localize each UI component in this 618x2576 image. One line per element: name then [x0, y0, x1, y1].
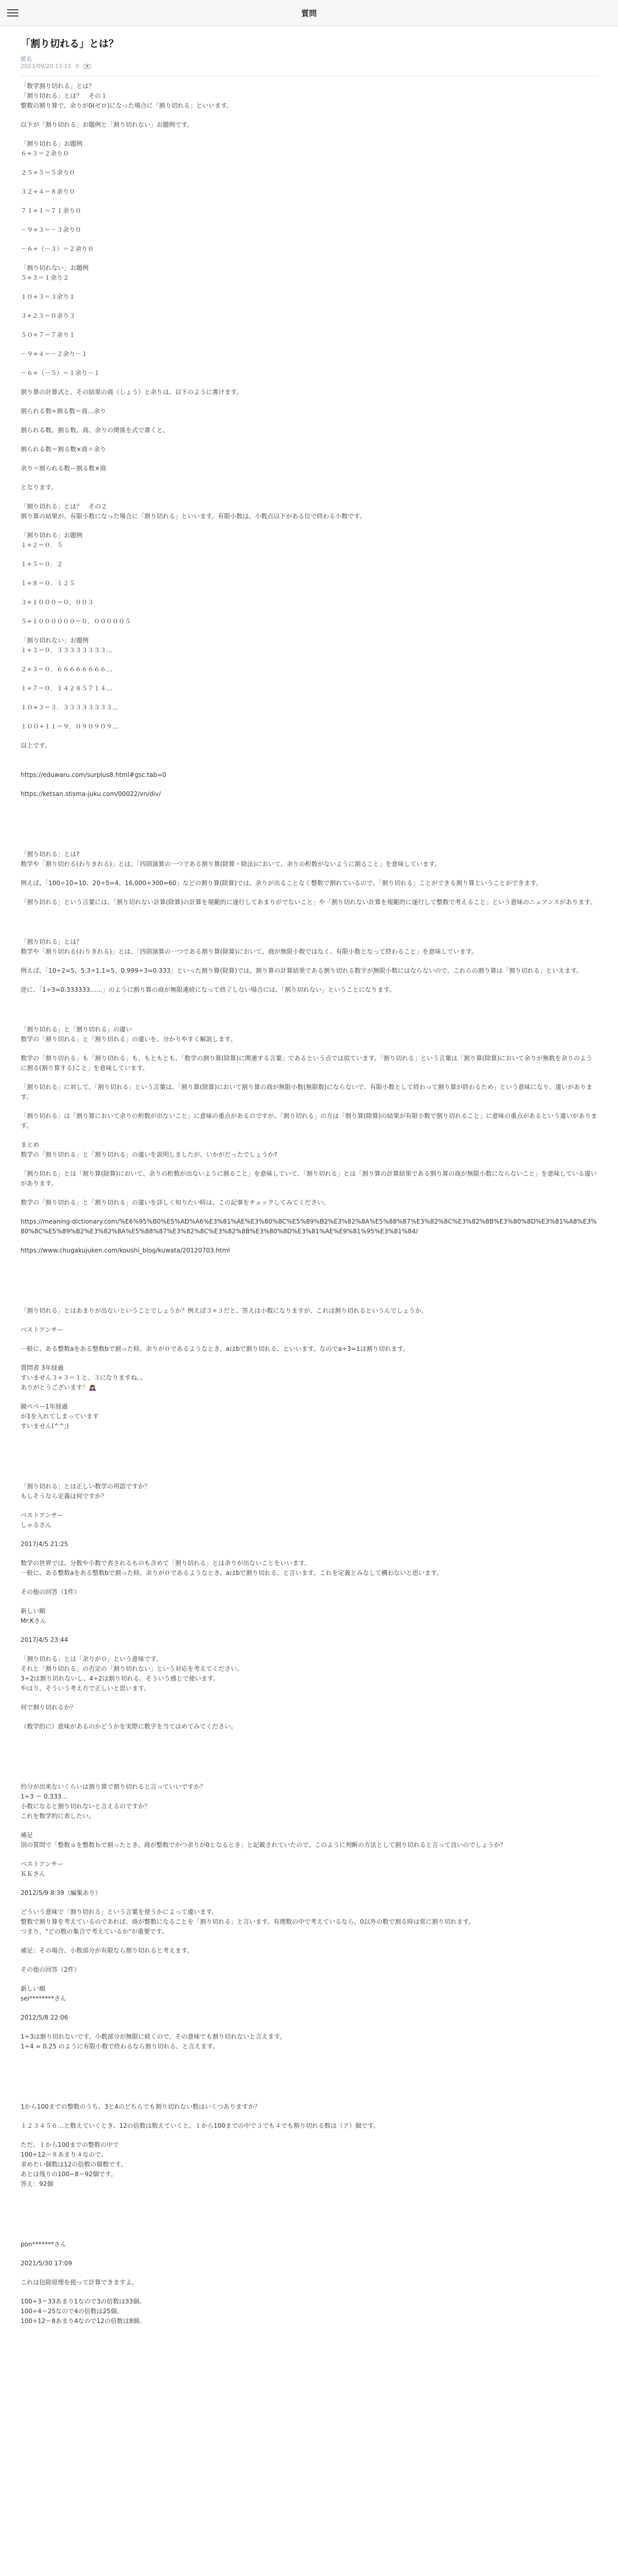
paragraph: １÷５＝０．２: [21, 561, 63, 568]
qa-text: 1÷3は割り切れないです。小数部分が無限に続くので、その意味でも割り切れないと言えます。 1÷4 = 0.25 のように有限小数で終わるなら割り切れる、と言えます。: [21, 2033, 286, 2050]
qa-text: 補足：その場合、小数部分が有限なら割り切れると考えます。: [21, 1947, 194, 1954]
qa-text: どういう意味で「割り切れる」という言葉を使うかによって違います。 整数で割り算を考えているのであれば、商が整数になることを「割り切れる」と言います。有理数の中で考えているなら、0以外の数で割る時は常に割り切れます。 つまり、"どの数の集合で考えているか"が重要です。: [21, 1908, 475, 1935]
paragraph: 例えば、「10÷2=5、5.3÷1.1=5、0.999÷3=0.333」といった割り算(除算)では、割り算の計算結果である割り切れる数字が無限小数にはならないので、これらの割り算は「割り切れる」といえます。: [21, 967, 583, 974]
qa-text: ベストアンサー しゃるさん: [21, 1512, 64, 1529]
spacer: [21, 917, 597, 937]
qa-text: 2017/4/5 23:44: [21, 1636, 68, 1643]
paragraph: 数学の「割り切れる」と「割り切れる」の違いを詳しく知りたい時は、この記事をチェックしてみてください。: [21, 1199, 330, 1206]
eye-icon: [83, 64, 91, 69]
paragraph: ３２÷４＝８余り０: [21, 188, 76, 195]
paragraph: 「割り切れる」という言葉には、「割り切れない計算(除算)の計算を規範的に遂行してあまりがでないこと」や「割り切れない計算を規範的に遂行して整数で考えること」という意味のニュアンスがあります。: [21, 899, 596, 906]
question-title: 「割り切れる」とは？: [21, 38, 119, 49]
paragraph: 割られる数、割る数、商、余りの関係を式で書くと、: [21, 427, 169, 434]
author-name[interactable]: 匿名: [21, 56, 32, 62]
paragraph: ５０÷７＝７余り１: [21, 331, 76, 338]
paragraph: １０÷３＝３．３３３３３３３３…: [21, 704, 119, 711]
paragraph: ７１÷１＝７１余り０: [21, 207, 82, 214]
paragraph: 「割り切れる」と「割り切れる」の違い 数学の「割り切れる」と「割り切れる」の違いを、分かりやすく解説します。: [21, 1026, 237, 1043]
qa-text: 鏡ペペー1年経過 が1を入れてしまっています すいません(^^;): [21, 1403, 99, 1430]
reference-link[interactable]: https://www.chugakujuken.com/koushi_blog/kuwata/20120703.html: [21, 1247, 230, 1254]
paragraph: 「割り切れる」とは「割り算(除算)において、余りの桁数が出ないように割ること」を意味していて、「割り切れる」とは「割り算の計算結果である割り算の商が無限小数にならないこと」を意味している違いがあります。: [21, 1170, 597, 1187]
paragraph: 「割り切れる」お題例 １÷２＝０．５: [21, 532, 83, 549]
paragraph: 「割り切れない」お題例 １÷３＝０．３３３３３３３３…: [21, 637, 113, 654]
reference-link[interactable]: https://ketsan.stisma-juku.com/00022/vn/div/: [21, 790, 161, 798]
main-content: [21, 32, 597, 2335]
qa-text: 「割り切れる」とはあまりが出ないということでしょうか？例えば３÷３だと、答えは小数になりますが、これは割り切れるというんでしょうか。: [21, 1307, 428, 1314]
spacer: [21, 2061, 597, 2102]
qa-text: 一般に、ある整数aをある整数bで割った時、余りが０であるようなとき、aはbで割り切れる、といいます。なのでa÷3=1は割り切れます。: [21, 1345, 409, 1352]
paragraph: 以上です。: [21, 742, 52, 749]
qa-text: 新しい順 Mr.Kさん: [21, 1607, 46, 1624]
qa-text: 1から100までの整数のうち、3と4のどちらでも割り切れない数はいくつありますか？: [21, 2103, 261, 2110]
paragraph: 割られる数＝割る数×商＋余り: [21, 446, 107, 453]
paragraph: 割られる数÷割る数＝商…余り: [21, 408, 107, 415]
paragraph: 「割り切れない」お題例 ５÷３＝１余り２: [21, 264, 89, 281]
spacer: [21, 1265, 597, 1306]
paragraph: ２÷３＝０．６６６６６６６６…: [21, 666, 113, 673]
qa-text: 2017/4/5 21:25: [21, 1540, 68, 1548]
spacer: [21, 1440, 597, 1482]
question-meta: [21, 63, 597, 70]
paragraph: 「割り切れる」は「割り算において余りの桁数が出ないこと」に意味の重点があるのですが、「割り切れる」の方は「割り算(除算)の結果が有限小数で割り切れること」に意味の重点があるという違いがあります。: [21, 1112, 597, 1129]
paragraph: 「割り切れる」お題例 ６÷３＝２余り０: [21, 140, 83, 157]
qa-text: ただ、１から100までの整数の中で 100÷12＝８あまり４なので、 求めたい個数は12の倍数の個数です。 あとは残りの100−8＝92個です。 答え：92個: [21, 2141, 127, 2188]
qa-text: ベストアンサー: [21, 1326, 64, 1333]
paragraph: －９÷４＝－２余り－１: [21, 350, 88, 358]
paragraph: まとめ 数学の「割り切れる」と「割り切れる」の違いを説明しましたが、いかがだったでしょうか?: [21, 1141, 278, 1158]
paragraph: 数学の「割り切れる」も「割り切れる」も、もともとも、「数学の割り算(除算)に関連する言葉」であるという点では似ています。「割り切れる」という言葉は「割り算(除算)において余りが無数を余りのように割る(割り算する)こと」を意味しています。: [21, 1055, 592, 1072]
paragraph: －９÷３＝－３余り０: [21, 226, 82, 233]
paragraph: 「数学割り切れる」とは？ 「割り切れる」とは？ その１ 整数の割り算で、余りが0(ゼロ)になった場合に「割り切れる」といいます。: [21, 82, 233, 109]
qa-text: 2012/5/8 22:06: [21, 2014, 68, 2021]
qa-text: 100÷3＝33あまり1なので3の倍数は33個。 100÷4＝25なので4の倍数は25個。 100÷12＝8あまり4なので12の倍数は8個。: [21, 2298, 146, 2325]
view-count: 0: [75, 63, 79, 70]
paragraph: 割り算の計算式と、その結果の商（しょう）と余りは、以下のように書けます。: [21, 388, 243, 396]
qa-text: 「割り切れる」とは「余りが０」という意味です。 それと「割り切れる」の否定の「割り切れない」という対応を考えてください。 3÷2は割り切れないし、4÷2は割り切れる。そういう感じで使います。 やはり、そういう考え方で正しいと思います。: [21, 1655, 244, 1692]
paragraph: 「割り切れる」とは? 数学や「割り切れる(わりきれる)」とは、「四則演算の一つである割り算(除算・除法)において、余りの桁数がないように割ること」を意味しています。: [21, 851, 441, 868]
paragraph: 逆に、「1÷3=0.333333……」のように割り算の商が無限連続になって終了しない場合には、「割り切れない」ということになります。: [21, 986, 396, 993]
paragraph: 以下が「割り切れる」お題例と「割り切れない」お題例です。: [21, 121, 194, 128]
reference-link[interactable]: https://meaning-dictionary.com/%E6%95%B0%E5%AD%A6%E3%81%AE%E3%80%8C%E5%89%B2%E3%82%8A%E5%88%87%E3%82%8C%E3%82%8B%E3%80%8D%E3%81%A8%E3%80%8C%E5%89%B2%E3%82%8A%E5%88%87%E3%82%8C%E3%82%8B%E3%80%8D%E3%81%AE%E9%81%95%E3%81%84/: [21, 1218, 597, 1235]
qa-text: 2012/5/9 8:39（編集あり）: [21, 1889, 101, 1896]
answer-body: [21, 81, 597, 2326]
qa-text: 約分が出来ないくらいは割り算で割り切れると言っていいですか？ 1÷3 ＝ 0.333… 小数になると割り切れないと言えるのですか？ これを数学的に表したい。: [21, 1783, 207, 1820]
qa-text: 補足 別の質問で「整数ａを整数ｂで割ったとき、商が整数でかつ余りが0となるとき」と記載されていたので、このように判断の方法として割り切れると言って良いのでしょうか？: [21, 1832, 506, 1849]
paragraph: ５÷１００００００＝０．０００００５: [21, 618, 131, 625]
paragraph: ３÷２３＝０余り３: [21, 312, 76, 319]
spacer: [21, 760, 597, 770]
reference-link[interactable]: https://eduwaru.com/surplus8.html#gsc.tab=0: [21, 771, 166, 778]
qa-text: 何で割り切れるか？: [21, 1704, 77, 1711]
qa-text: その他の回答（2件）: [21, 1966, 80, 1973]
paragraph: ３÷１０００＝０．００３: [21, 599, 94, 606]
qa-text: （数学的に）意味があるのかどうかを実際に数字を当てはめてみてください。: [21, 1723, 237, 1730]
qa-text: これは包除原理を使って計算できますよ。: [21, 2279, 139, 2286]
paragraph: 「割り切れる」に対して、「割り切れる」という言葉は、「割り算(除算)において割り算の商が無限小数(無限数)にならないで、有限小数として終わって割り算が終わるため」という意味になり、違いがあります。: [21, 1083, 593, 1100]
qa-text: 「割り切れる」とは正しい数学の用語ですか？ もしそうなら定義は何ですか？: [21, 1483, 151, 1500]
qa-text: 新しい順 sei********さん: [21, 1985, 66, 2002]
paragraph: 例えば、「100÷10=10、20÷5=4、16,000÷300=60」などの割り算(除算)では、余りが出ることなく整数で割れているので、「割り切れる」ことができる割り算ということができます。: [21, 879, 542, 887]
paragraph: １００÷１１＝９．０９０９０９…: [21, 723, 119, 730]
spacer: [21, 1741, 597, 1782]
page-title: 質問: [301, 9, 317, 18]
paragraph: 「割り切れる」とは？ その２ 割り算の結果が、有限小数になった場合に「割り切れる」といいます。有限小数は、小数点以下がある位で終わる小数です。: [21, 503, 366, 520]
paragraph: 余り＝割られる数ー割る数×商: [21, 465, 107, 472]
spacer: [21, 808, 597, 850]
paragraph: １÷７＝０．１４２８５７１４…: [21, 685, 113, 692]
paragraph: ２５÷５＝５余り０: [21, 169, 76, 176]
paragraph: －６÷（－５）＝１余り－１: [21, 369, 100, 377]
top-bar: [0, 0, 618, 26]
qa-text: ベストアンサー ＫＫさん: [21, 1860, 64, 1877]
qa-text: その他の回答（1件）: [21, 1588, 80, 1596]
spacer: [21, 2198, 597, 2240]
paragraph: －６÷（－３）＝２余り０: [21, 245, 94, 252]
spacer: [21, 1004, 597, 1025]
paragraph: となります。: [21, 484, 58, 491]
qa-text: 2021/5/30 17:09: [21, 2260, 72, 2267]
qa-text: １２３４５６…と数えていくとき、12の倍数は数えていくと、１から100までの中で３でも４でも割り切れる数は（ア）個です。: [21, 2122, 380, 2129]
qa-text: pon*******さん: [21, 2241, 66, 2248]
paragraph: １０÷３＝３余り１: [21, 293, 76, 300]
post-date: 2023/09/20 13:11: [21, 63, 72, 70]
paragraph: １÷８＝０．１２５: [21, 580, 76, 587]
qa-text: 質問者 3年経過 すいません３÷３＝１と、３になりますね。。 ありがとうございます！🙇‍♀️: [21, 1364, 147, 1391]
qa-text: 数学の世界では、分数や小数で表されるものも含めて「割り切れる」とは余りが出ないことをいいます。 一般に、ある整数aをある整数bで割った時、余りが０であるようなとき、aはbで割り切れる、と言います。これを定義とみなして構わないと思います。: [21, 1560, 443, 1577]
paragraph: 「割り切れる」とは？ 数学や「割り切れる(わりきれる)」とは、「四則演算の一つである割り算(除算)において、商が無限小数ではなく、有限小数となって終わること」を意味しています。: [21, 938, 478, 955]
